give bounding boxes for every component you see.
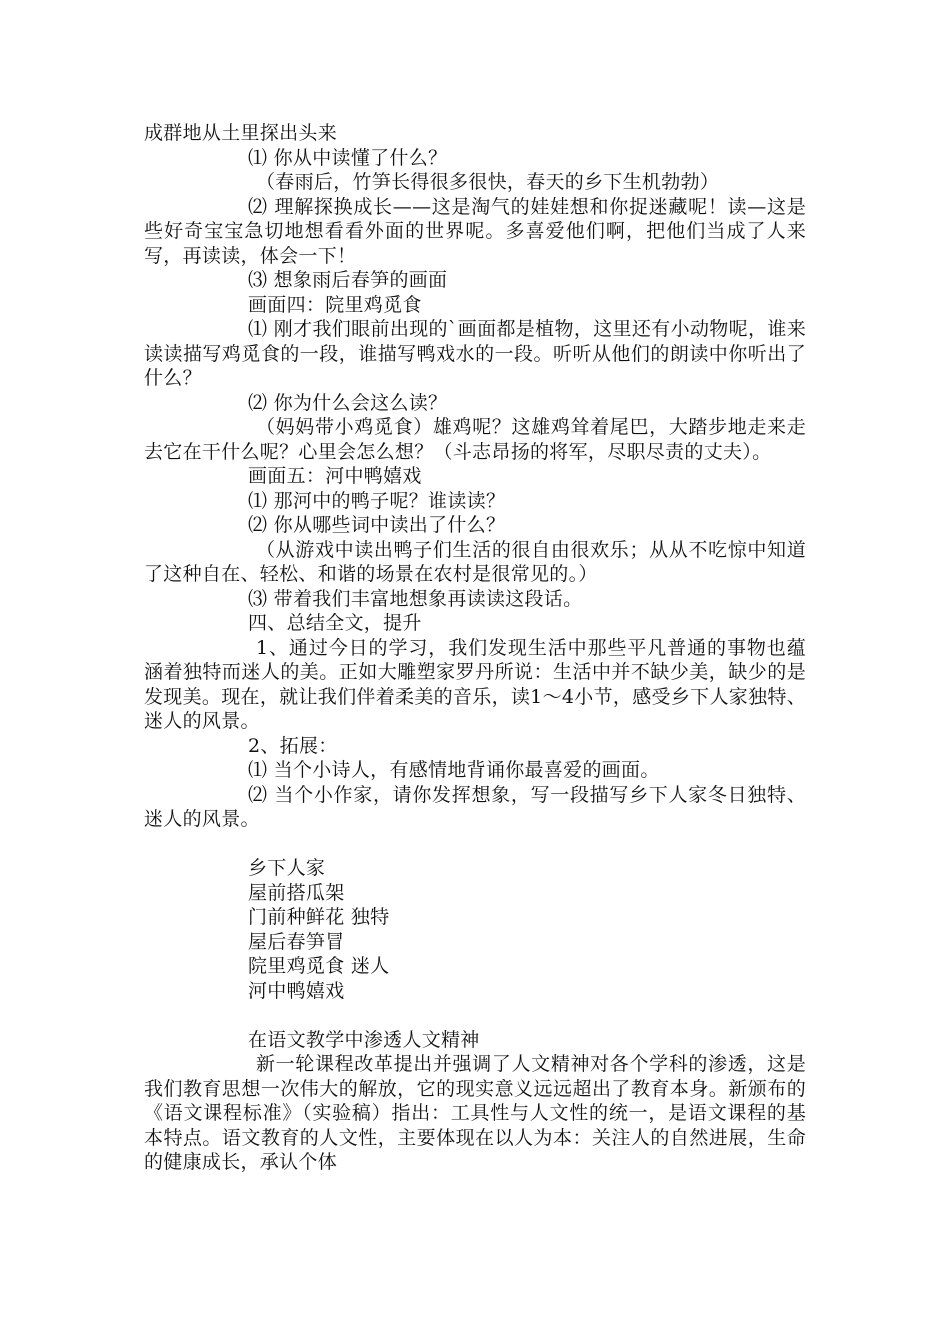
board-line: 乡下人家 (248, 857, 326, 879)
paragraph: ⑵ 理解探换成长——这是淘气的娃娃想和你捉迷藏呢！读—这是些好奇宝宝急切地想看看外面的世界呢。多喜爱他们啊，把他们当成了人来写，再读读，体会一下！ (144, 195, 806, 267)
paragraph: ⑵ 当个小作家，请你发挥想象，写一段描写乡下人家冬日独特、迷人的风景。 (144, 783, 806, 830)
article-title: 在语文教学中渗透人文精神 (248, 1028, 480, 1051)
paragraph: ⑴ 当个小诗人，有感情地背诵你最喜爱的画面。 (248, 759, 660, 781)
article-body: 新一轮课程改革提出并强调了人文精神对各个学科的渗透，这是我们教育思想一次伟大的解放，它的现实意义远远超出了教育本身。新颁布的《语文课程标准》（实验稿）指出：工具性与人文性的统一，是语文课程的基本特点。语文教育的人文性，主要体现在以人为本：关注人的自然进展，生命的健康成长，承认个体 (144, 1053, 806, 1173)
blackboard-outline (144, 856, 806, 1003)
board-line: 院里鸡觅食 迷人 (248, 955, 390, 977)
board-line: 屋前搭瓜架 (248, 881, 345, 904)
section-heading: 画面五：河中鸭嬉戏 (248, 465, 422, 487)
board-line: 门前种鲜花 独特 (248, 906, 390, 928)
paragraph: ⑵ 你从哪些词中读出了什么？ (248, 514, 506, 536)
paragraph: ⑴ 刚才我们眼前出现的`画面都是植物，这里还有小动物呢，谁来读读描写鸡觅食的一段，谁描写鸭戏水的一段。听听从他们的朗读中你听出了什么？ (144, 318, 806, 389)
paragraph: 1、通过今日的学习，我们发现生活中那些平凡普通的事物也蕴涵着独特而迷人的美。正如大雕塑家罗丹所说：生活中并不缺少美，缺少的是发现美。现在，就让我们伴着柔美的音乐，读1～4小节，感受乡下人家独特、迷人的风景。 (144, 636, 806, 732)
paragraph: ⑶ 带着我们丰富地想象再读读这段话。 (248, 587, 583, 610)
paragraph: ⑴ 你从中读懂了什么？ (248, 146, 448, 169)
paragraph: ⑶ 想象雨后春笋的画面 (248, 269, 448, 291)
paragraph: （妈妈带小鸡觅食）雄鸡呢？这雄鸡耸着尾巴，大踏步地走来走去它在干什么呢？心里会怎么想？（斗志昂扬的将军，尽职尽责的丈夫）。 (144, 416, 806, 463)
section-heading: 画面四：院里鸡觅食 (248, 293, 422, 316)
paragraph: ⑵ 你为什么会这么读？ (248, 391, 448, 414)
board-line: 屋后春笋冒 (248, 930, 345, 953)
section-heading: 四、总结全文，提升 (248, 612, 422, 634)
paragraph: 2、拓展： (248, 734, 338, 757)
document-body (144, 121, 806, 1175)
board-line: 河中鸭嬉戏 (248, 979, 345, 1002)
paragraph: （春雨后，竹笋长得很多很快，春天的乡下生机勃勃） (256, 171, 720, 193)
paragraph: 成群地从土里探出头来 (144, 122, 338, 144)
spacer (144, 1003, 806, 1028)
spacer (144, 832, 806, 857)
paragraph: ⑴ 那河中的鸭子呢？谁读读？ (248, 489, 506, 512)
paragraph: （从游戏中读出鸭子们生活的很自由很欢乐；从从不吃惊中知道了这种自在、轻松、和谐的场景在农村是很常见的。） (144, 538, 806, 585)
